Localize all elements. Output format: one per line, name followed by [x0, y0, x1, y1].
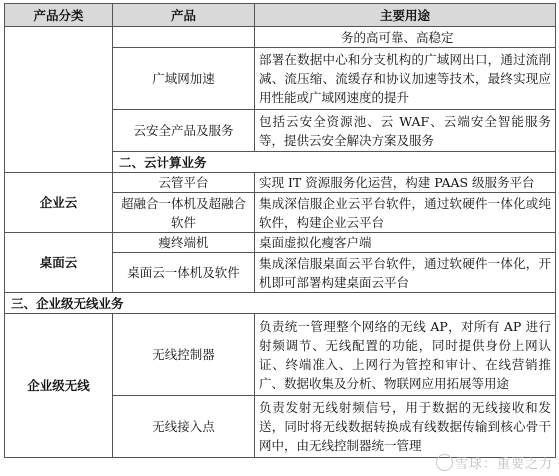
usage-cell: 实现 IT 资源服务化运营，构建 PAAS 级服务平台	[255, 173, 556, 193]
watermark	[436, 453, 553, 472]
table-header-row	[5, 4, 556, 27]
product-cell: 云安全产品及服务	[113, 110, 255, 152]
table-row	[5, 233, 556, 253]
usage-cell: 包括云安全资源池、云 WAF、云端安全智能服务等，提供云安全解决方案及服务	[255, 110, 556, 152]
table-row	[5, 173, 556, 193]
table-row	[5, 27, 556, 48]
header-usage: 主要用途	[255, 4, 556, 27]
product-cell: 广域网加速	[113, 48, 255, 110]
section-title-wireless: 三、企业级无线业务	[5, 293, 556, 314]
snowball-logo-icon	[436, 454, 453, 471]
product-cell: 瘦终端机	[113, 233, 255, 253]
product-table	[4, 3, 556, 458]
usage-cell: 集成深信服企业云平台软件，通过软硬件一体化或纯软件，构建企业云平台	[255, 193, 556, 233]
usage-cell: 负责发射无线射频信号，用于数据的无线接收和发送，同时将无线数据转换成有线数据传输到核心骨干网中，由无线控制器统一管理	[255, 396, 556, 458]
usage-cell: 负责统一管理整个网络的无线 AP，对所有 AP 进行射频调节、无线配置的功能，同时提供身份上网认证、终端准入、上网行为管控和审计、在线营销推广、数据收集及分析、物联网应用拓展等用途	[255, 314, 556, 396]
usage-cell: 部署在数据中心和分支机构的广域网出口，通过流削减、流压缩、流缓存和协议加速等技术，最终实现应用性能或广域网速度的提升	[255, 48, 556, 110]
product-cell: 超融合一体机及超融合软件	[113, 193, 255, 233]
category-cell: 企业级无线	[5, 314, 113, 458]
section-title-cloud: 二、云计算业务	[113, 152, 556, 173]
usage-cell: 务的高可靠、高稳定	[255, 27, 556, 48]
category-cell: 桌面云	[5, 233, 113, 293]
product-cell-empty	[113, 27, 255, 48]
product-cell: 无线控制器	[113, 314, 255, 396]
table-row	[5, 314, 556, 396]
header-category: 产品分类	[5, 4, 113, 27]
product-cell: 无线接入点	[113, 396, 255, 458]
category-cell: 企业云	[5, 173, 113, 233]
usage-cell: 桌面虚拟化瘦客户端	[255, 233, 556, 253]
header-product: 产品	[113, 4, 255, 27]
usage-cell: 集成深信服桌面云平台软件，通过软硬件一体化，开机即可部署构建桌面云平台	[255, 253, 556, 293]
product-cell: 云管平台	[113, 173, 255, 193]
section-title-row	[5, 293, 556, 314]
product-cell: 桌面云一体机及软件	[113, 253, 255, 293]
watermark-text: 雪球：重要之力	[454, 457, 553, 472]
category-cell-empty	[5, 27, 113, 173]
